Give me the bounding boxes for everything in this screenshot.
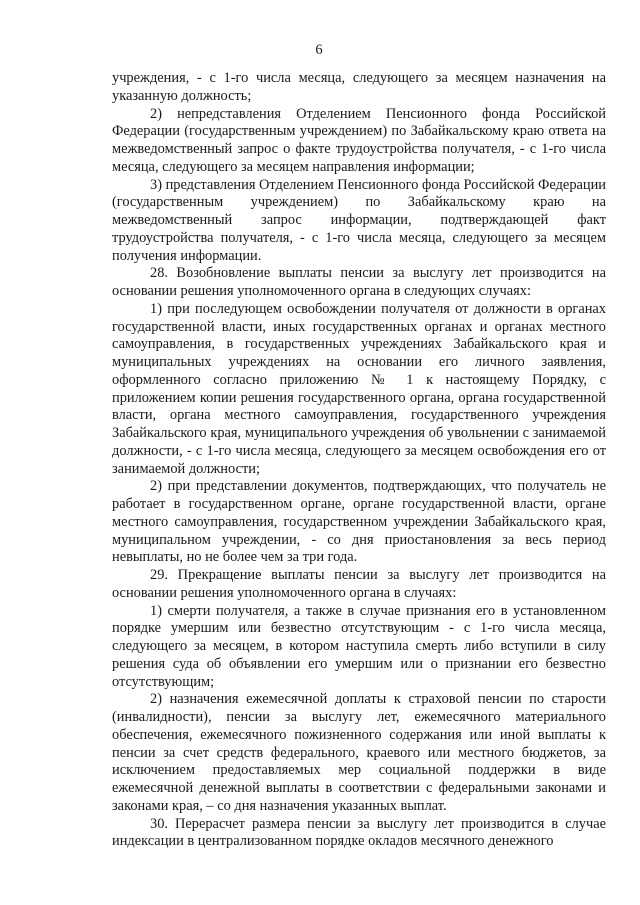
- paragraph-1: учреждения, - с 1-го числа месяца, следующего за месяцем назначения на указанную должность;: [112, 70, 606, 104]
- paragraph-6: 2) при представлении документов, подтверждающих, что получатель не работает в государственном органе, органе государственной власти, органе местного самоуправления, государственном учреждении Забайкальского края, муниципальном учреждении, - со дня приостановления за весь период невыплаты, но не более чем за три года.: [112, 478, 606, 566]
- paragraph-3: 3) представления Отделением Пенсионного фонда Российской Федерации (государственным учреждением) по Забайкальскому краю на межведомственный запрос информации, подтверждающей факт трудоустройства получателя, - с 1-го числа месяца, следующего за месяцем получения информации.: [112, 176, 607, 264]
- paragraph-10: 30. Перерасчет размера пенсии за выслугу лет производится в случае индексации в централизованном порядке окладов месячного денежного: [112, 815, 606, 850]
- document-body: [112, 70, 606, 851]
- paragraph-8: 1) смерти получателя, а также в случае признания его в установленном порядке умершим или безвестно отсутствующим - с 1-го числа месяца, следующего за месяцем, в котором наступила смерть либо вступили в силу решения суда об объявлении его умершим или о признании его безвестно отсутствующим;: [112, 602, 606, 690]
- paragraph-2: 2) непредставления Отделением Пенсионного фонда Российской Федерации (государственным учреждением) по Забайкальскому краю ответа на межведомственный запрос о факте трудоустройства получателя, - с 1-го числа месяца, следующего за месяцем направления информации;: [112, 105, 606, 175]
- paragraph-7: 29. Прекращение выплаты пенсии за выслугу лет производится на основании решения уполномоченного органа в случаях:: [112, 567, 606, 601]
- page-number: 6: [315, 42, 323, 58]
- paragraph-5: 1) при последующем освобождении получателя от должности в органах государственной власти, иных государственных органах и органах местного самоуправления, в государственных учреждениях Забайкальского края и муниципальных учреждениях на основании его личного заявления, оформленного согласно приложению № 1 к настоящему Порядку, с приложением копии решения государственного органа, органа государственной власти, органа местного самоуправления, государственного учреждения Забайкальского края, муниципального учреждения об увольнении с занимаемой должности, - с 1-го числа месяца, следующего за месяцем освобождения его от занимаемой должности;: [112, 300, 606, 477]
- paragraph-4: 28. Возобновление выплаты пенсии за выслугу лет производится на основании решения уполномоченного органа в следующих случаях:: [112, 265, 606, 299]
- paragraph-9: 2) назначения ежемесячной доплаты к страховой пенсии по старости (инвалидности), пенсии за выслугу лет, ежемесячного материального обеспечения, ежемесячного пожизненного содержания или иной выплаты к пенсии за счет средств федерального, краевого или местного бюджетов, за исключением предоставляемых мер социальной поддержки в виде ежемесячной денежной выплаты в соответствии с федеральными законами и законами края, – со дня назначения указанных выплат.: [112, 691, 606, 814]
